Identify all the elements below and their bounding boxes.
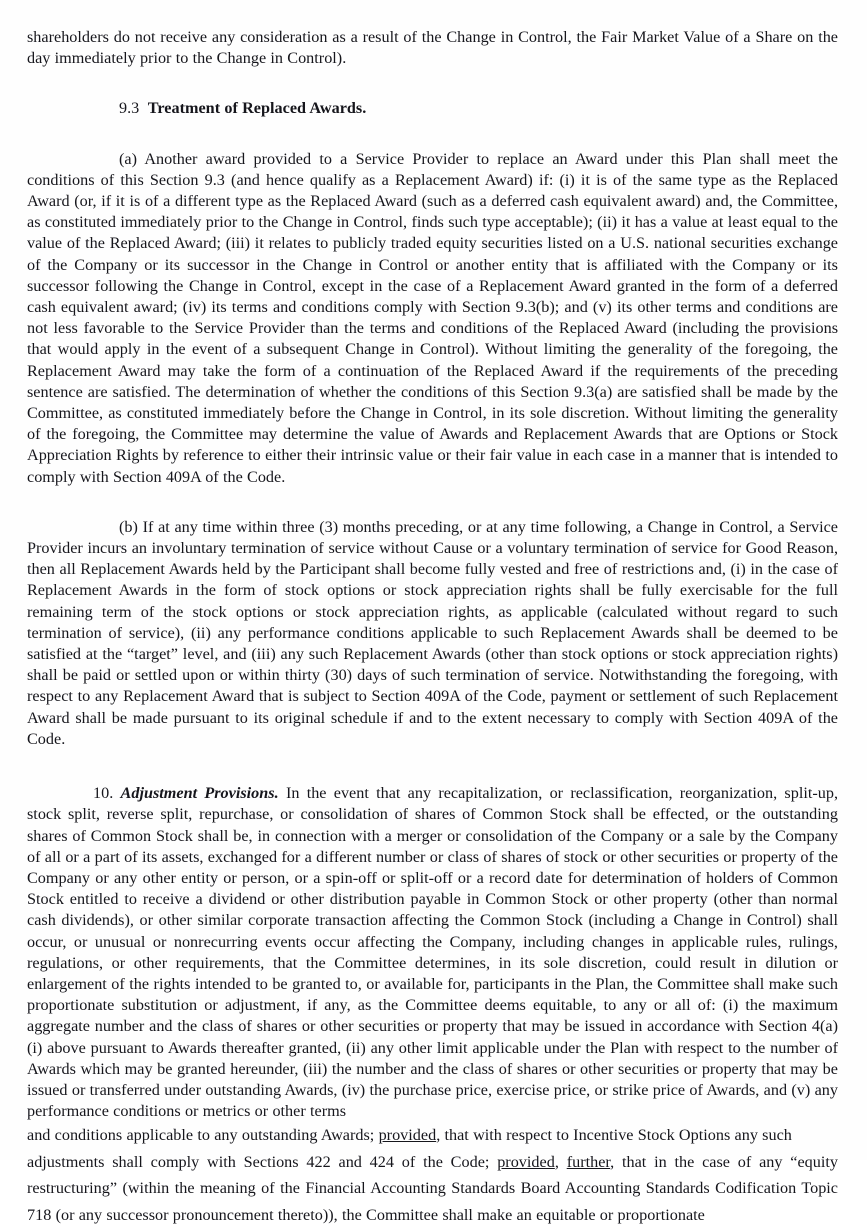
section-10-body-part-3-mid: , [554, 1152, 567, 1171]
further-underlined: further [566, 1152, 611, 1171]
section-9-3-subsection-b: (b) If at any time within three (3) months preceding, or at any time following, a Change in Control, a Service Provider incurs an involuntary termination of service without Cause or a voluntary termination of service for Good Reason, then all Replacement Awards held by the Participant shall become fully vested and free of restrictions and, (i) in the case of Replacement Awards in the form of stock options or stock appreciation rights shall be fully exercisable for the full remaining term of the stock options or stock appreciation rights, as applicable (calculated without regard to such termination of service), (ii) any performance conditions applicable to such Replacement Awards shall be deemed to be satisfied at the “target” level, and (iii) any such Replacement Awards (other than stock options or stock appreciation rights) shall be paid or settled upon or within thirty (30) days of such termination of service. Notwithstanding the foregoing, with respect to any Replacement Award that is subject to Section 409A of the Code, payment or settlement of such Replacement Award shall be made pursuant to its original schedule if and to the extent necessary to comply with Section 409A of the Code. [27, 517, 838, 748]
section-9-3-title: Treatment of Replaced Awards. [147, 99, 367, 118]
heading-space [139, 99, 148, 117]
provided-underlined-1: provided [378, 1126, 437, 1145]
section-10-paragraph-tail [27, 1149, 838, 1228]
section-10-body-part-3-post: , that in the case of any “equity restructuring” (within the meaning of the Financial Accounting Standards Board Accounting Standards Codification Topic 718 (or any successor pronouncement thereto)), the Committee shall make an equitable or proportionate [27, 1152, 838, 1224]
spacer-after-subsection-b [27, 750, 838, 779]
spacer-after-carryover [27, 69, 838, 98]
spacer-after-heading [27, 120, 838, 149]
section-10-title-space [279, 784, 286, 802]
section-10-body-part-2-post: , that with respect to Incentive Stock Options any such [436, 1126, 792, 1145]
document-body [27, 27, 838, 1228]
section-10-title: Adjustment Provisions. [120, 784, 279, 803]
section-10-paragraph [27, 783, 838, 1122]
section-10-body-part-3-pre: adjustments shall comply with Sections 422 and 424 of the Code; [27, 1152, 498, 1171]
provided-underlined-2: provided [497, 1152, 555, 1171]
section-10-number: 10. [93, 784, 114, 803]
section-9-3-number: 9.3 [119, 99, 140, 118]
section-10-number-space [113, 784, 120, 802]
section-9-3-subsection-a: (a) Another award provided to a Service Provider to replace an Award under this Plan shall meet the conditions of this Section 9.3 (and hence qualify as a Replacement Award) if: (i) it is of the same type as the Replaced Award (or, if it is of a different type as the Replaced Award (such as a deferred cash equivalent award) and, the Committee, as constituted immediately prior to the Change in Control, finds such type acceptable); (ii) it has a value at least equal to the value of the Replaced Award; (iii) it relates to publicly traded equity securities listed on a U.S. national securities exchange of the Company or its successor in the Change in Control or another entity that is affiliated with the Company or its successor following the Change in Control, except in the case of a Replacement Award granted in the form of a deferred cash equivalent award; (iv) its terms and conditions comply with Section 9.3(b); and (v) its other terms and conditions are not less favorable to the Service Provider than the terms and conditions of the Replaced Award (including the provisions that would apply in the event of a subsequent Change in Control). Without limiting the generality of the foregoing, the Replacement Award may take the form of a continuation of the Replaced Award if the requirements of the preceding sentence are satisfied. The determination of whether the conditions of this Section 9.3(a) are satisfied shall be made by the Committee, as constituted immediately before the Change in Control, in its sole discretion. Without limiting the generality of the foregoing, the Committee may determine the value of Awards and Replacement Awards that are Options or Stock Appreciation Rights by reference to either their intrinsic value or their fair value in each case in a manner that is intended to comply with Section 409A of the Code. [27, 149, 838, 486]
section-9-3-heading [27, 98, 838, 119]
section-10-paragraph-line-provided [27, 1122, 838, 1149]
section-10-body-part-2-pre: and conditions applicable to any outstanding Awards; [27, 1126, 379, 1145]
carryover-paragraph: shareholders do not receive any consideration as a result of the Change in Control, the Fair Market Value of a Share on the day immediately prior to the Change in Control). [27, 28, 838, 68]
spacer-after-subsection-a [27, 488, 838, 517]
section-10-body-part-1: In the event that any recapitalization, or reclassification, reorganization, split-up, stock split, reverse split, repurchase, or consolidation of shares of Common Stock shall be effected, or the outstanding shares of Common Stock shall be, in connection with a merger or consolidation of the Company or a sale by the Company of all or a part of its assets, exchanged for a different number or class of shares of stock or other securities or property of the Company or any other entity or person, or a spin-off or split-off or a record date for determination of holders of Common Stock entitled to receive a dividend or other distribution payable in Common Stock or other property (other than normal cash dividends), or other similar corporate transaction affecting the Common Stock (including a Change in Control) shall occur, or unusual or nonrecurring events occur affecting the Company, including changes in applicable rules, rulings, regulations, or other requirements, that the Committee determines, in its sole discretion, could result in dilution or enlargement of the rights intended to be granted to, or available for, participants in the Plan, the Committee shall make such proportionate substitution or adjustment, if any, as the Committee deems equitable, to any or all of: (i) the maximum aggregate number and the class of shares or other securities or property that may be issued in accordance with Section 4(a)(i) above pursuant to Awards thereafter granted, (ii) any other limit applicable under the Plan with respect to the number of Awards which may be granted hereunder, (iii) the number and the class of shares or other securities or property that may be issued or transferred under outstanding Awards, (iv) the purchase price, exercise price, or strike price of Awards, and (v) any performance conditions or metrics or other terms [27, 784, 839, 1121]
